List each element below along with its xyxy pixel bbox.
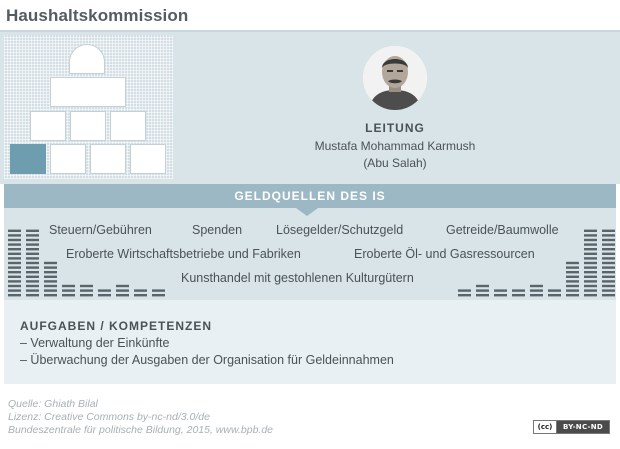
coin <box>26 294 39 296</box>
coin <box>602 266 615 268</box>
coin <box>26 257 39 259</box>
coin <box>584 276 597 278</box>
coin <box>458 289 471 291</box>
coin <box>44 262 57 264</box>
coin <box>8 294 21 296</box>
coin <box>566 294 579 296</box>
coin <box>152 294 165 296</box>
leadership-label: LEITUNG <box>365 121 425 135</box>
organization-pyramid-icon <box>4 35 173 179</box>
credit-source: Quelle: Ghiath Bilal <box>8 398 98 410</box>
money-source-item: Eroberte Wirtschaftsbetriebe und Fabriken <box>66 247 301 261</box>
coin <box>134 289 147 291</box>
coin <box>548 289 561 291</box>
money-source-item: Steuern/Gebühren <box>49 223 152 237</box>
coin <box>584 230 597 232</box>
coin <box>26 234 39 236</box>
coin <box>8 266 21 268</box>
coin <box>26 239 39 241</box>
coin <box>26 280 39 282</box>
cc-icon: (cc) <box>534 421 557 433</box>
coin <box>152 289 165 291</box>
coin <box>8 234 21 236</box>
coin <box>8 285 21 287</box>
coin <box>62 289 75 291</box>
coin <box>134 294 147 296</box>
coin <box>584 289 597 291</box>
coin <box>80 289 93 291</box>
coin <box>62 285 75 287</box>
leader-name: Mustafa Mohammad Karmush <box>314 139 476 153</box>
coin <box>44 285 57 287</box>
coin <box>566 262 579 264</box>
pyramid-block <box>110 111 146 141</box>
coin <box>116 289 129 291</box>
coin <box>530 285 543 287</box>
money-source-item: Kunsthandel mit gestohlenen Kulturgütern <box>181 271 414 285</box>
coin <box>44 289 57 291</box>
pyramid-block <box>90 144 126 174</box>
coin <box>602 276 615 278</box>
pyramid-block <box>50 77 126 107</box>
coin <box>566 276 579 278</box>
pyramid-block-highlighted <box>10 144 46 174</box>
coin <box>584 271 597 273</box>
coin <box>584 257 597 259</box>
coin <box>584 262 597 264</box>
coin <box>476 285 489 287</box>
coin <box>584 253 597 255</box>
coin <box>8 262 21 264</box>
coin <box>8 257 21 259</box>
coin <box>602 285 615 287</box>
coin <box>476 289 489 291</box>
person-portrait-icon <box>363 46 427 110</box>
pyramid-block <box>70 111 106 141</box>
coin <box>494 289 507 291</box>
coin <box>602 253 615 255</box>
page-title: Haushaltskommission <box>6 6 189 25</box>
pyramid-block <box>50 144 86 174</box>
credit-license: Lizenz: Creative Commons by-nc-nd/3.0/de <box>8 411 210 423</box>
coin <box>116 285 129 287</box>
coin <box>80 285 93 287</box>
pyramid-top-block <box>69 44 105 74</box>
coin <box>548 294 561 296</box>
coin <box>602 280 615 282</box>
coin <box>8 289 21 291</box>
coin <box>26 266 39 268</box>
coin <box>44 280 57 282</box>
tasks-title: AUFGABEN / KOMPETENZEN <box>20 319 213 333</box>
coin <box>116 294 129 296</box>
coin <box>26 276 39 278</box>
coin <box>602 289 615 291</box>
coin <box>44 294 57 296</box>
task-item: – Überwachung der Ausgaben der Organisation für Geldeinnahmen <box>20 353 394 367</box>
coin <box>26 285 39 287</box>
coin <box>602 271 615 273</box>
coin <box>530 289 543 291</box>
coin <box>8 280 21 282</box>
coin <box>476 294 489 296</box>
leader-alias: (Abu Salah) <box>363 156 427 170</box>
task-item: – Verwaltung der Einkünfte <box>20 336 170 350</box>
pyramid-block <box>30 111 66 141</box>
coin <box>566 280 579 282</box>
coin <box>584 285 597 287</box>
coin <box>602 243 615 245</box>
coin <box>566 289 579 291</box>
coin <box>98 294 111 296</box>
coin <box>8 271 21 273</box>
header-pointer <box>296 208 318 216</box>
coin <box>602 257 615 259</box>
coin <box>62 294 75 296</box>
credit-publisher: Bundeszentrale für politische Bildung, 2015, www.bpb.de <box>8 424 274 436</box>
coin <box>26 243 39 245</box>
coin <box>566 266 579 268</box>
coin <box>584 280 597 282</box>
coin <box>512 294 525 296</box>
coin <box>8 276 21 278</box>
coin <box>602 230 615 232</box>
coin <box>584 266 597 268</box>
coin <box>566 271 579 273</box>
coin <box>494 294 507 296</box>
coin <box>584 234 597 236</box>
coin <box>602 239 615 241</box>
coin <box>44 276 57 278</box>
coin <box>8 239 21 241</box>
money-source-item: Getreide/Baumwolle <box>446 223 559 237</box>
coin <box>98 289 111 291</box>
coin <box>26 271 39 273</box>
coin <box>602 262 615 264</box>
coin <box>530 294 543 296</box>
coin <box>458 294 471 296</box>
coin <box>584 239 597 241</box>
coin <box>602 294 615 296</box>
coin <box>512 289 525 291</box>
coin <box>566 285 579 287</box>
coin <box>584 243 597 245</box>
coin <box>44 266 57 268</box>
cc-license-badge[interactable] <box>533 420 610 434</box>
coin <box>8 243 21 245</box>
pyramid-block <box>130 144 166 174</box>
money-sources-header: GELDQUELLEN DES IS <box>4 184 616 208</box>
coin <box>26 230 39 232</box>
coin <box>8 253 21 255</box>
cc-terms: BY-NC-ND <box>557 421 609 433</box>
coin <box>26 262 39 264</box>
coin <box>80 294 93 296</box>
coin <box>602 248 615 250</box>
coin <box>602 234 615 236</box>
coin <box>8 230 21 232</box>
coin <box>44 271 57 273</box>
coin <box>26 248 39 250</box>
money-source-item: Lösegelder/Schutzgeld <box>276 223 404 237</box>
coin <box>584 248 597 250</box>
money-source-item: Spenden <box>192 223 243 237</box>
coin <box>8 248 21 250</box>
coin <box>26 289 39 291</box>
coin <box>584 294 597 296</box>
coin <box>26 253 39 255</box>
money-source-item: Eroberte Öl- und Gasressourcen <box>354 247 535 261</box>
